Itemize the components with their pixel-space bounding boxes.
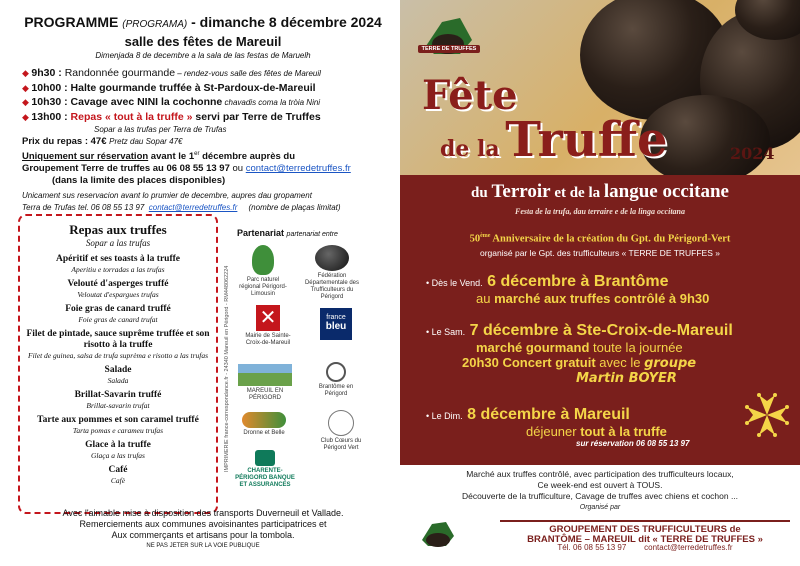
menu-dish-occ: Foie gras de canard trufat bbox=[78, 315, 158, 324]
bullet-icon: ◆ bbox=[22, 83, 32, 93]
schedule-item: ◆ 10h30 : Cavage avec NINI la cochonne chavadis coma la tròia Nini bbox=[22, 96, 321, 108]
email-link[interactable]: contact@terredetruffes.fr bbox=[245, 163, 351, 175]
schedule bbox=[22, 66, 392, 135]
menu-dish-occ: Glaça a las trufas bbox=[91, 451, 145, 460]
groupement-name: GROUPEMENT DES TRUFFICULTEURS de BRANTÔME – MAREUIL dit « TERRE DE TRUFFES » bbox=[500, 520, 790, 545]
menu-dish: Velouté d'asperges truffé bbox=[67, 279, 169, 289]
footer-credits: Avec l'aimable mise à disposition des transports Duverneuil et Vallade. Remerciements aux communes avoisinantes participatrices et Aux commerçants et artisans pour la tombola. bbox=[62, 508, 344, 540]
menu-title: Repas aux truffes bbox=[69, 222, 167, 237]
terre-de-truffes-logo bbox=[420, 16, 476, 60]
circle-logo-icon bbox=[326, 362, 346, 382]
program-title bbox=[18, 14, 388, 30]
poster-page bbox=[400, 0, 800, 566]
landscape-icon bbox=[238, 364, 292, 386]
menu-dish-occ: Brillat-savarin trufat bbox=[86, 401, 150, 410]
partner-logo-parc: Parc naturel régional Périgord-Limousin bbox=[238, 245, 288, 298]
price-block: Prix du repas : 47€ Pretz dau Sopar 47€ Uniquement sur réservation avant le 1er décembre auprès du Groupement Terre de truffes au 06 08 55 13 97 ou contact@terredetruffes.fr (dans la limite des places disponibles) Unicament sus reservacion avant lo prumier de decembre, aupres dau gropament Terra de Trufas tel. 06 08 55 13 97 contact@terredetruffes.fr (nombre de plaças limitat) bbox=[22, 136, 351, 213]
menu-dish-occ: Salada bbox=[107, 376, 129, 385]
menu-dish-occ: Tarta pomas e carameu trufas bbox=[72, 426, 164, 435]
bullet-icon: ◆ bbox=[22, 112, 32, 122]
title-fete: Fête bbox=[422, 72, 518, 119]
menu-dish: Brillat-Savarin truffé bbox=[74, 390, 162, 400]
menu-dish: Filet de pintade, sauce suprême truffée et son risotto à la truffe bbox=[26, 329, 210, 350]
leaf-icon bbox=[252, 245, 274, 275]
partner-logo-federation: Fédération Départementale des Trufficulteurs du Périgord bbox=[300, 245, 364, 301]
menu-dish-occ: Cafè bbox=[110, 476, 126, 485]
menu-dish: Apéritif et ses toasts à la truffe bbox=[56, 254, 180, 264]
menu-dishes bbox=[20, 254, 216, 485]
partner-logo-mareuil: MAREUIL EN PÉRIGORD bbox=[236, 364, 294, 402]
logo-label: TERRE DE TRUFFES bbox=[418, 45, 480, 53]
bullet-icon: ◆ bbox=[22, 97, 32, 107]
venue-occ: Dimenjada 8 de decembre a la sala de las festas de Maruelh bbox=[95, 51, 311, 60]
venue: salle des fêtes de Mareuil bbox=[124, 34, 282, 49]
email-link-occ[interactable]: contact@terredetruffes.fr bbox=[148, 203, 238, 213]
event-saturday: • Le Sam. 7 décembre à Ste-Croix-de-Mareuil marché gourmand toute la journée 20h30 Concert gratuit avec le groupe Martin BOYER bbox=[426, 322, 733, 386]
wave-icon bbox=[242, 412, 286, 428]
description: Marché aux truffes contrôlé, avec participation des trufficulteurs locaux, Ce week-end est ouvert à TOUS. Découverte de la trufficulture, Cavage de truffes avec chiens et cochon ... Organisé par bbox=[461, 469, 739, 511]
menu-dish: Foie gras de canard truffé bbox=[65, 304, 171, 314]
bank-icon bbox=[255, 450, 275, 466]
truffle-icon bbox=[315, 245, 349, 271]
menu-title-occ: Sopar a las trufas bbox=[85, 238, 151, 248]
groupement-email-link[interactable]: contact@terredetruffes.fr bbox=[644, 543, 733, 552]
event-sunday: • Le Dim. 8 décembre à Mareuil déjeuner tout à la truffe sur réservation 06 08 55 13 97 bbox=[426, 406, 690, 448]
partners-title: Partenariat partenariat entre bbox=[237, 228, 338, 238]
anniversary: 50ème Anniversaire de la création du Gpt. du Périgord-Vert bbox=[469, 233, 731, 245]
printer-credit: IMPRIMERIE france-correspondance.fr - 24340 Mareuil en Périgord - RM448062224 bbox=[224, 265, 230, 472]
shield-icon: ✕ bbox=[256, 305, 280, 331]
bullet-icon: ◆ bbox=[22, 68, 32, 78]
partner-logo-dronne-belle: Dronne et Belle bbox=[236, 412, 292, 437]
menu-dish-occ: Aperitiu e torradas a las trufas bbox=[71, 265, 165, 274]
menu-dish-occ: Filet de guinea, salsa de trufa suprèma e risotto a las trufas bbox=[28, 351, 208, 360]
footer-disclaimer: NE PAS JETER SUR LA VOIE PUBLIQUE bbox=[146, 543, 260, 549]
radio-logo-icon: france bleu bbox=[320, 308, 352, 340]
subtitle-occ: Festa de la trufa, dau terraire e de la linga occitana bbox=[515, 207, 685, 216]
partner-logo-france-bleu bbox=[316, 308, 356, 342]
partner-logo-brantome: Brantôme en Périgord bbox=[312, 362, 360, 398]
groupement-contact: Tél. 06 08 55 13 97 contact@terredetruffes.fr bbox=[557, 543, 733, 552]
title-truffe: de la Truffe bbox=[440, 112, 668, 168]
partner-logo-credit-agricole: CHARENTE-PÉRIGORD BANQUE ET ASSURANCES bbox=[234, 450, 296, 489]
schedule-sub-occ: Sopar a las trufas per Terra de Trufas bbox=[94, 125, 227, 134]
schedule-item: ◆ 9h30 : Randonnée gourmande – rendez-vous salle des fêtes de Mareuil bbox=[22, 67, 321, 79]
partner-logo-mairie: ✕ Mairie de Sainte-Croix-de-Mareuil bbox=[245, 307, 291, 346]
program-label-occ: (PROGRAMA) bbox=[122, 19, 188, 30]
occitan-cross-icon bbox=[745, 393, 789, 437]
title-year: 2024 bbox=[730, 144, 775, 163]
menu-dish: Café bbox=[108, 465, 128, 475]
menu-dish: Glace à la truffe bbox=[85, 440, 151, 450]
menu-box bbox=[18, 214, 218, 514]
schedule-item: ◆ 13h00 : Repas « tout à la truffe » servi par Terre de Truffes bbox=[22, 111, 321, 123]
menu-dish-occ: Veloutat d'espargues trufas bbox=[77, 290, 159, 299]
program-label: PROGRAMME bbox=[24, 14, 119, 30]
subtitle-terroir: du Terroir et de la langue occitane bbox=[471, 181, 729, 202]
program-date: - dimanche 8 décembre 2024 bbox=[191, 14, 382, 30]
groupement-logo bbox=[418, 520, 458, 550]
menu-dish: Tarte aux pommes et son caramel truffé bbox=[37, 415, 199, 425]
event-friday: • Dès le Vend. 6 décembre à Brantôme au marché aux truffes contrôlé à 9h30 bbox=[426, 273, 710, 306]
schedule-item: ◆ 10h00 : Halte gourmande truffée à St-Pardoux-de-Mareuil bbox=[22, 82, 316, 94]
seal-icon bbox=[328, 410, 354, 436]
organizer: organisé par le Gpt. des trufficulteurs « TERRE DE TRUFFES » bbox=[480, 248, 720, 258]
partner-logo-club: Club Cœurs du Périgord Vert bbox=[312, 410, 370, 452]
menu-dish: Salade bbox=[104, 365, 132, 375]
